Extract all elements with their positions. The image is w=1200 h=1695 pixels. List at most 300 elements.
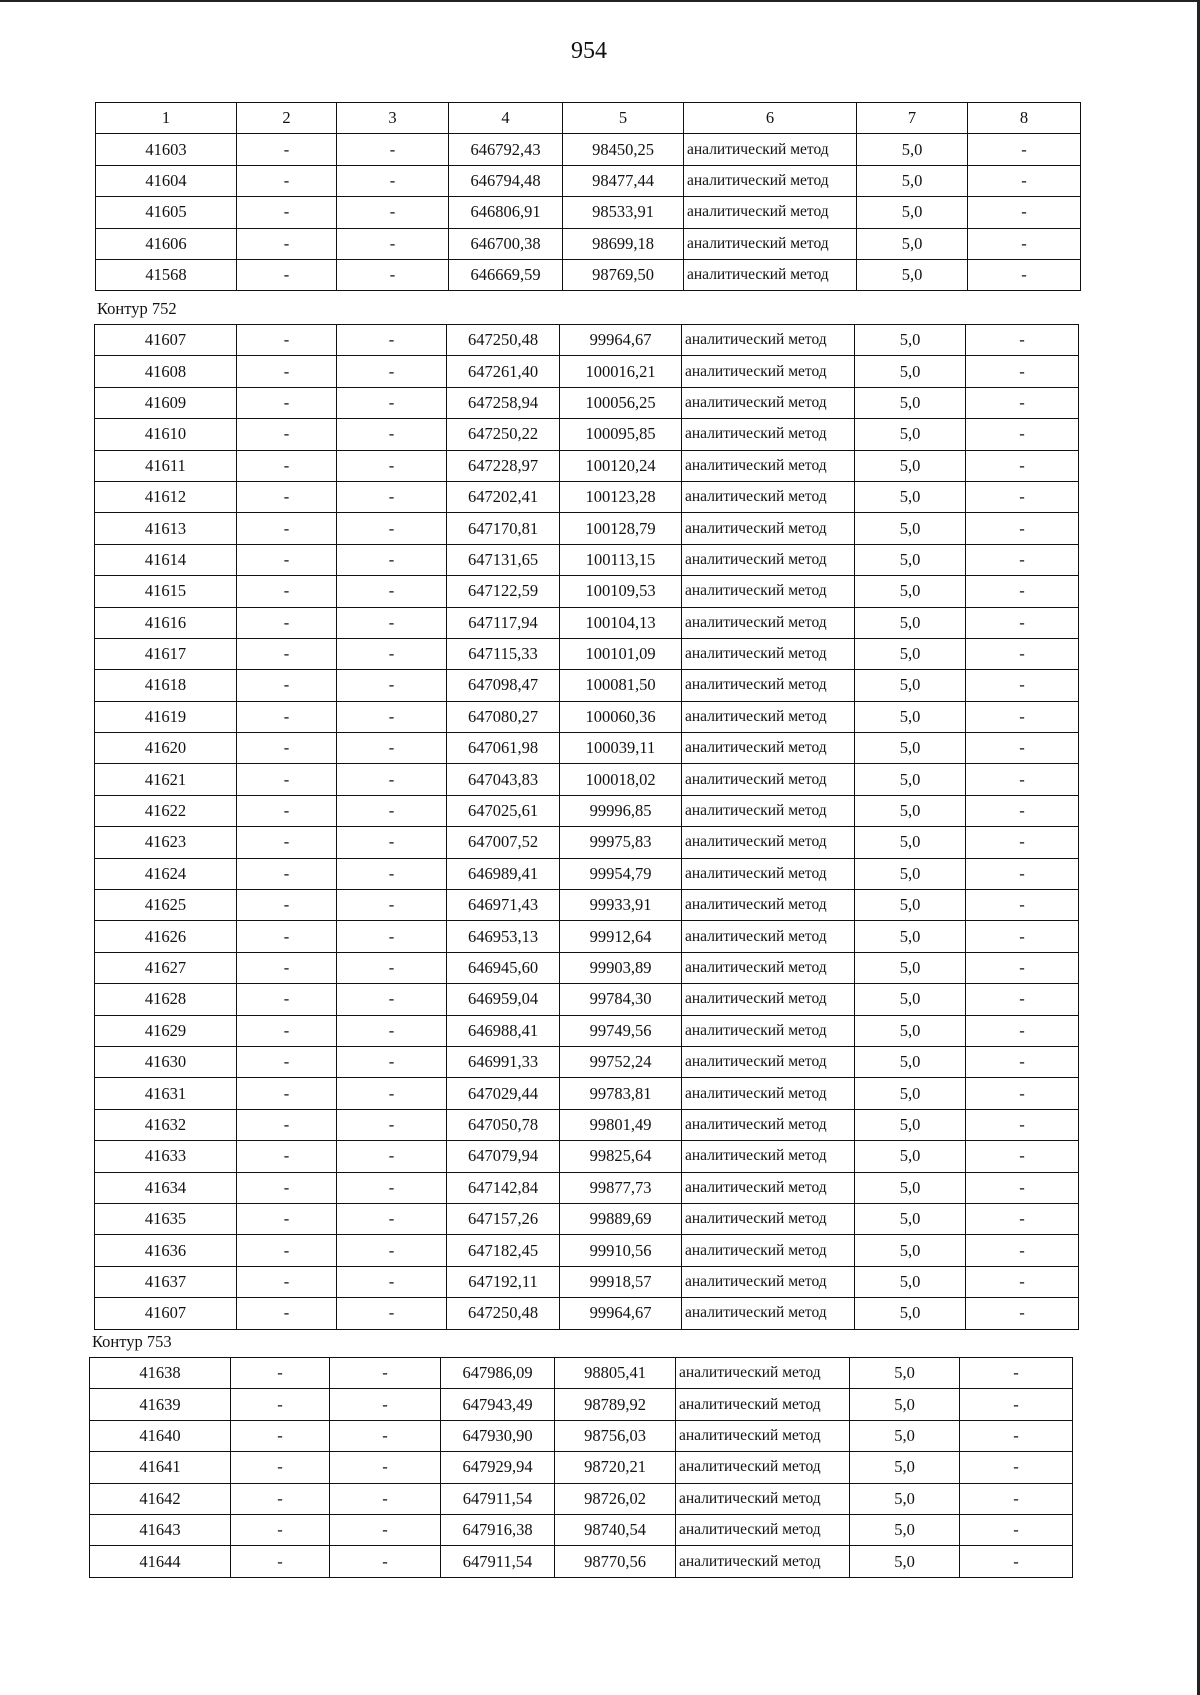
method-cell: аналитический метод	[682, 827, 855, 858]
col2-cell: -	[237, 638, 337, 669]
y-coordinate-cell: 98769,50	[563, 259, 684, 290]
col8-cell: -	[966, 419, 1079, 450]
col2-cell: -	[237, 1266, 337, 1297]
col8-cell: -	[966, 1078, 1079, 1109]
col8-cell: -	[966, 858, 1079, 889]
point-number-cell: 41618	[95, 670, 237, 701]
method-cell: аналитический метод	[682, 387, 855, 418]
x-coordinate-cell: 646988,41	[447, 1015, 560, 1046]
accuracy-cell: 5,0	[855, 858, 966, 889]
x-coordinate-cell: 647261,40	[447, 356, 560, 387]
col3-cell: -	[337, 1109, 447, 1140]
table-row	[95, 638, 1079, 669]
x-coordinate-cell: 646794,48	[449, 165, 563, 196]
accuracy-cell: 5,0	[857, 228, 968, 259]
col2-cell: -	[237, 134, 337, 165]
header-cell: 1	[96, 103, 237, 134]
method-cell: аналитический метод	[676, 1358, 850, 1389]
y-coordinate-cell: 99918,57	[560, 1266, 682, 1297]
x-coordinate-cell: 647202,41	[447, 481, 560, 512]
col2-cell: -	[237, 387, 337, 418]
col2-cell: -	[237, 1172, 337, 1203]
table-row	[90, 1452, 1073, 1483]
y-coordinate-cell: 98477,44	[563, 165, 684, 196]
col2-cell: -	[237, 921, 337, 952]
accuracy-cell: 5,0	[855, 576, 966, 607]
header-row	[96, 103, 1081, 134]
table-row	[95, 607, 1079, 638]
col3-cell: -	[337, 638, 447, 669]
point-number-cell: 41638	[90, 1358, 231, 1389]
col2-cell: -	[237, 1046, 337, 1077]
col8-cell: -	[966, 513, 1079, 544]
x-coordinate-cell: 646989,41	[447, 858, 560, 889]
col2-cell: -	[231, 1452, 330, 1483]
col3-cell: -	[337, 450, 447, 481]
accuracy-cell: 5,0	[850, 1483, 960, 1514]
y-coordinate-cell: 99996,85	[560, 795, 682, 826]
header-cell: 6	[684, 103, 857, 134]
method-cell: аналитический метод	[682, 890, 855, 921]
point-number-cell: 41620	[95, 733, 237, 764]
col2-cell: -	[237, 419, 337, 450]
col8-cell: -	[966, 1172, 1079, 1203]
x-coordinate-cell: 647007,52	[447, 827, 560, 858]
col8-cell: -	[960, 1358, 1073, 1389]
col8-cell: -	[966, 325, 1079, 356]
x-coordinate-cell: 647122,59	[447, 576, 560, 607]
accuracy-cell: 5,0	[855, 638, 966, 669]
point-number-cell: 41616	[95, 607, 237, 638]
accuracy-cell: 5,0	[855, 1266, 966, 1297]
point-number-cell: 41643	[90, 1514, 231, 1545]
y-coordinate-cell: 99964,67	[560, 325, 682, 356]
y-coordinate-cell: 100060,36	[560, 701, 682, 732]
coordinates-table-752	[94, 324, 1079, 1330]
point-number-cell: 41636	[95, 1235, 237, 1266]
point-number-cell: 41641	[90, 1452, 231, 1483]
col8-cell: -	[966, 827, 1079, 858]
accuracy-cell: 5,0	[855, 1015, 966, 1046]
x-coordinate-cell: 647157,26	[447, 1203, 560, 1234]
col8-cell: -	[966, 670, 1079, 701]
x-coordinate-cell: 646700,38	[449, 228, 563, 259]
coordinates-table-1	[95, 102, 1081, 291]
method-cell: аналитический метод	[676, 1389, 850, 1420]
table-row	[95, 952, 1079, 983]
table-row	[95, 701, 1079, 732]
col2-cell: -	[237, 733, 337, 764]
accuracy-cell: 5,0	[850, 1358, 960, 1389]
point-number-cell: 41615	[95, 576, 237, 607]
point-number-cell: 41635	[95, 1203, 237, 1234]
x-coordinate-cell: 647250,48	[447, 1298, 560, 1329]
col8-cell: -	[968, 134, 1081, 165]
method-cell: аналитический метод	[682, 450, 855, 481]
table-block-1	[95, 102, 1081, 291]
table-block-3	[89, 1357, 1073, 1578]
accuracy-cell: 5,0	[855, 607, 966, 638]
method-cell: аналитический метод	[682, 1046, 855, 1077]
point-number-cell: 41627	[95, 952, 237, 983]
col8-cell: -	[968, 197, 1081, 228]
point-number-cell: 41610	[95, 419, 237, 450]
accuracy-cell: 5,0	[855, 1046, 966, 1077]
col3-cell: -	[337, 387, 447, 418]
point-number-cell: 41631	[95, 1078, 237, 1109]
table-row	[96, 134, 1081, 165]
method-cell: аналитический метод	[682, 1172, 855, 1203]
col3-cell: -	[337, 670, 447, 701]
table-row	[95, 1266, 1079, 1297]
accuracy-cell: 5,0	[855, 513, 966, 544]
y-coordinate-cell: 99825,64	[560, 1141, 682, 1172]
point-number-cell: 41621	[95, 764, 237, 795]
col3-cell: -	[337, 795, 447, 826]
col3-cell: -	[337, 259, 449, 290]
y-coordinate-cell: 99975,83	[560, 827, 682, 858]
accuracy-cell: 5,0	[850, 1514, 960, 1545]
col8-cell: -	[966, 544, 1079, 575]
col3-cell: -	[337, 984, 447, 1015]
method-cell: аналитический метод	[676, 1546, 850, 1577]
col3-cell: -	[337, 165, 449, 196]
table-row	[95, 1203, 1079, 1234]
table-row	[90, 1420, 1073, 1451]
method-cell: аналитический метод	[682, 921, 855, 952]
y-coordinate-cell: 99910,56	[560, 1235, 682, 1266]
accuracy-cell: 5,0	[855, 1298, 966, 1329]
col2-cell: -	[237, 670, 337, 701]
accuracy-cell: 5,0	[855, 764, 966, 795]
y-coordinate-cell: 100104,13	[560, 607, 682, 638]
col8-cell: -	[966, 921, 1079, 952]
col8-cell: -	[968, 165, 1081, 196]
method-cell: аналитический метод	[682, 1141, 855, 1172]
method-cell: аналитический метод	[682, 1235, 855, 1266]
col2-cell: -	[237, 858, 337, 889]
method-cell: аналитический метод	[676, 1483, 850, 1514]
col3-cell: -	[337, 481, 447, 512]
col2-cell: -	[237, 984, 337, 1015]
accuracy-cell: 5,0	[855, 481, 966, 512]
col8-cell: -	[966, 387, 1079, 418]
method-cell: аналитический метод	[682, 638, 855, 669]
x-coordinate-cell: 647192,11	[447, 1266, 560, 1297]
y-coordinate-cell: 99784,30	[560, 984, 682, 1015]
point-number-cell: 41609	[95, 387, 237, 418]
col3-cell: -	[337, 764, 447, 795]
accuracy-cell: 5,0	[855, 1078, 966, 1109]
col3-cell: -	[337, 197, 449, 228]
col2-cell: -	[237, 450, 337, 481]
x-coordinate-cell: 647250,22	[447, 419, 560, 450]
col3-cell: -	[337, 1046, 447, 1077]
method-cell: аналитический метод	[684, 228, 857, 259]
method-cell: аналитический метод	[682, 1078, 855, 1109]
col3-cell: -	[330, 1358, 441, 1389]
accuracy-cell: 5,0	[855, 387, 966, 418]
point-number-cell: 41640	[90, 1420, 231, 1451]
header-cell: 8	[968, 103, 1081, 134]
table-row	[95, 921, 1079, 952]
accuracy-cell: 5,0	[855, 544, 966, 575]
table-row	[95, 733, 1079, 764]
col3-cell: -	[337, 228, 449, 259]
point-number-cell: 41607	[95, 325, 237, 356]
table-block-2	[94, 324, 1079, 1330]
method-cell: аналитический метод	[682, 1266, 855, 1297]
accuracy-cell: 5,0	[857, 134, 968, 165]
accuracy-cell: 5,0	[857, 165, 968, 196]
col2-cell: -	[231, 1358, 330, 1389]
accuracy-cell: 5,0	[850, 1452, 960, 1483]
x-coordinate-cell: 646806,91	[449, 197, 563, 228]
col2-cell: -	[237, 197, 337, 228]
y-coordinate-cell: 99752,24	[560, 1046, 682, 1077]
y-coordinate-cell: 100018,02	[560, 764, 682, 795]
accuracy-cell: 5,0	[855, 1109, 966, 1140]
col2-cell: -	[231, 1514, 330, 1545]
table-row	[95, 1172, 1079, 1203]
col8-cell: -	[960, 1452, 1073, 1483]
col8-cell: -	[966, 481, 1079, 512]
method-cell: аналитический метод	[682, 356, 855, 387]
point-number-cell: 41642	[90, 1483, 231, 1514]
col8-cell: -	[966, 1015, 1079, 1046]
point-number-cell: 41644	[90, 1546, 231, 1577]
col3-cell: -	[337, 134, 449, 165]
y-coordinate-cell: 99801,49	[560, 1109, 682, 1140]
y-coordinate-cell: 100039,11	[560, 733, 682, 764]
col8-cell: -	[966, 890, 1079, 921]
col8-cell: -	[966, 1109, 1079, 1140]
method-cell: аналитический метод	[684, 165, 857, 196]
col8-cell: -	[960, 1389, 1073, 1420]
y-coordinate-cell: 100128,79	[560, 513, 682, 544]
table-row	[95, 795, 1079, 826]
col3-cell: -	[337, 1141, 447, 1172]
table-row	[90, 1514, 1073, 1545]
y-coordinate-cell: 99933,91	[560, 890, 682, 921]
method-cell: аналитический метод	[682, 576, 855, 607]
col8-cell: -	[966, 701, 1079, 732]
table-row	[95, 890, 1079, 921]
contour-753-label: Контур 753	[92, 1332, 172, 1351]
y-coordinate-cell: 99749,56	[560, 1015, 682, 1046]
col2-cell: -	[237, 1109, 337, 1140]
y-coordinate-cell: 99964,67	[560, 1298, 682, 1329]
y-coordinate-cell: 100109,53	[560, 576, 682, 607]
x-coordinate-cell: 646792,43	[449, 134, 563, 165]
point-number-cell: 41617	[95, 638, 237, 669]
x-coordinate-cell: 647943,49	[441, 1389, 555, 1420]
col3-cell: -	[337, 419, 447, 450]
method-cell: аналитический метод	[682, 325, 855, 356]
method-cell: аналитический метод	[684, 259, 857, 290]
y-coordinate-cell: 100056,25	[560, 387, 682, 418]
method-cell: аналитический метод	[682, 481, 855, 512]
method-cell: аналитический метод	[682, 858, 855, 889]
col3-cell: -	[337, 576, 447, 607]
col2-cell: -	[237, 827, 337, 858]
col8-cell: -	[966, 1298, 1079, 1329]
col8-cell: -	[966, 638, 1079, 669]
accuracy-cell: 5,0	[855, 827, 966, 858]
table-row	[96, 165, 1081, 196]
col8-cell: -	[966, 1046, 1079, 1077]
method-cell: аналитический метод	[682, 701, 855, 732]
accuracy-cell: 5,0	[855, 952, 966, 983]
table-row	[95, 1046, 1079, 1077]
y-coordinate-cell: 98720,21	[555, 1452, 676, 1483]
accuracy-cell: 5,0	[855, 1235, 966, 1266]
y-coordinate-cell: 100081,50	[560, 670, 682, 701]
x-coordinate-cell: 647250,48	[447, 325, 560, 356]
col8-cell: -	[966, 1203, 1079, 1234]
x-coordinate-cell: 647061,98	[447, 733, 560, 764]
col2-cell: -	[237, 890, 337, 921]
point-number-cell: 41628	[95, 984, 237, 1015]
col8-cell: -	[966, 450, 1079, 481]
y-coordinate-cell: 98805,41	[555, 1358, 676, 1389]
accuracy-cell: 5,0	[855, 795, 966, 826]
col3-cell: -	[337, 325, 447, 356]
x-coordinate-cell: 647025,61	[447, 795, 560, 826]
col8-cell: -	[966, 764, 1079, 795]
point-number-cell: 41608	[95, 356, 237, 387]
point-number-cell: 41634	[95, 1172, 237, 1203]
col8-cell: -	[968, 259, 1081, 290]
accuracy-cell: 5,0	[855, 921, 966, 952]
point-number-cell: 41614	[95, 544, 237, 575]
col2-cell: -	[237, 1141, 337, 1172]
x-coordinate-cell: 647131,65	[447, 544, 560, 575]
y-coordinate-cell: 98770,56	[555, 1546, 676, 1577]
col8-cell: -	[966, 795, 1079, 826]
accuracy-cell: 5,0	[855, 733, 966, 764]
col8-cell: -	[966, 1235, 1079, 1266]
point-number-cell: 41606	[96, 228, 237, 259]
col2-cell: -	[237, 764, 337, 795]
accuracy-cell: 5,0	[855, 890, 966, 921]
x-coordinate-cell: 647911,54	[441, 1546, 555, 1577]
point-number-cell: 41611	[95, 450, 237, 481]
y-coordinate-cell: 99903,89	[560, 952, 682, 983]
x-coordinate-cell: 647043,83	[447, 764, 560, 795]
accuracy-cell: 5,0	[857, 197, 968, 228]
x-coordinate-cell: 647258,94	[447, 387, 560, 418]
col3-cell: -	[337, 1203, 447, 1234]
col8-cell: -	[966, 1266, 1079, 1297]
x-coordinate-cell: 647115,33	[447, 638, 560, 669]
col3-cell: -	[337, 607, 447, 638]
col2-cell: -	[237, 1015, 337, 1046]
col8-cell: -	[966, 356, 1079, 387]
col3-cell: -	[337, 952, 447, 983]
method-cell: аналитический метод	[676, 1514, 850, 1545]
col8-cell: -	[966, 1141, 1079, 1172]
col2-cell: -	[237, 228, 337, 259]
header-cell: 7	[857, 103, 968, 134]
col2-cell: -	[231, 1389, 330, 1420]
point-number-cell: 41605	[96, 197, 237, 228]
accuracy-cell: 5,0	[855, 450, 966, 481]
col2-cell: -	[237, 1078, 337, 1109]
col2-cell: -	[237, 607, 337, 638]
table-row	[90, 1483, 1073, 1514]
col8-cell: -	[960, 1420, 1073, 1451]
method-cell: аналитический метод	[682, 513, 855, 544]
x-coordinate-cell: 646971,43	[447, 890, 560, 921]
x-coordinate-cell: 647050,78	[447, 1109, 560, 1140]
col3-cell: -	[337, 1015, 447, 1046]
col8-cell: -	[960, 1483, 1073, 1514]
col2-cell: -	[237, 701, 337, 732]
x-coordinate-cell: 646991,33	[447, 1046, 560, 1077]
accuracy-cell: 5,0	[857, 259, 968, 290]
col2-cell: -	[237, 1203, 337, 1234]
point-number-cell: 41623	[95, 827, 237, 858]
table-row	[95, 544, 1079, 575]
table-row	[95, 450, 1079, 481]
point-number-cell: 41622	[95, 795, 237, 826]
point-number-cell: 41625	[95, 890, 237, 921]
x-coordinate-cell: 647142,84	[447, 1172, 560, 1203]
col2-cell: -	[237, 481, 337, 512]
contour-752-label: Контур 752	[97, 299, 177, 318]
col3-cell: -	[337, 733, 447, 764]
col3-cell: -	[337, 890, 447, 921]
method-cell: аналитический метод	[682, 607, 855, 638]
point-number-cell: 41612	[95, 481, 237, 512]
method-cell: аналитический метод	[682, 419, 855, 450]
y-coordinate-cell: 99912,64	[560, 921, 682, 952]
method-cell: аналитический метод	[682, 1298, 855, 1329]
accuracy-cell: 5,0	[850, 1420, 960, 1451]
method-cell: аналитический метод	[676, 1420, 850, 1451]
y-coordinate-cell: 98789,92	[555, 1389, 676, 1420]
y-coordinate-cell: 98699,18	[563, 228, 684, 259]
method-cell: аналитический метод	[682, 795, 855, 826]
page-top-edge	[0, 0, 1200, 2]
accuracy-cell: 5,0	[850, 1389, 960, 1420]
col3-cell: -	[330, 1483, 441, 1514]
accuracy-cell: 5,0	[855, 1203, 966, 1234]
x-coordinate-cell: 647911,54	[441, 1483, 555, 1514]
point-number-cell: 41629	[95, 1015, 237, 1046]
method-cell: аналитический метод	[682, 952, 855, 983]
table-row	[95, 356, 1079, 387]
table-row	[95, 576, 1079, 607]
col3-cell: -	[330, 1420, 441, 1451]
table-row	[95, 1141, 1079, 1172]
header-cell: 4	[449, 103, 563, 134]
header-cell: 2	[237, 103, 337, 134]
table-row	[95, 513, 1079, 544]
x-coordinate-cell: 647916,38	[441, 1514, 555, 1545]
point-number-cell: 41633	[95, 1141, 237, 1172]
col3-cell: -	[330, 1389, 441, 1420]
point-number-cell: 41604	[96, 165, 237, 196]
col3-cell: -	[337, 356, 447, 387]
col3-cell: -	[337, 858, 447, 889]
accuracy-cell: 5,0	[850, 1546, 960, 1577]
col3-cell: -	[337, 701, 447, 732]
point-number-cell: 41637	[95, 1266, 237, 1297]
col3-cell: -	[337, 1235, 447, 1266]
col2-cell: -	[237, 259, 337, 290]
